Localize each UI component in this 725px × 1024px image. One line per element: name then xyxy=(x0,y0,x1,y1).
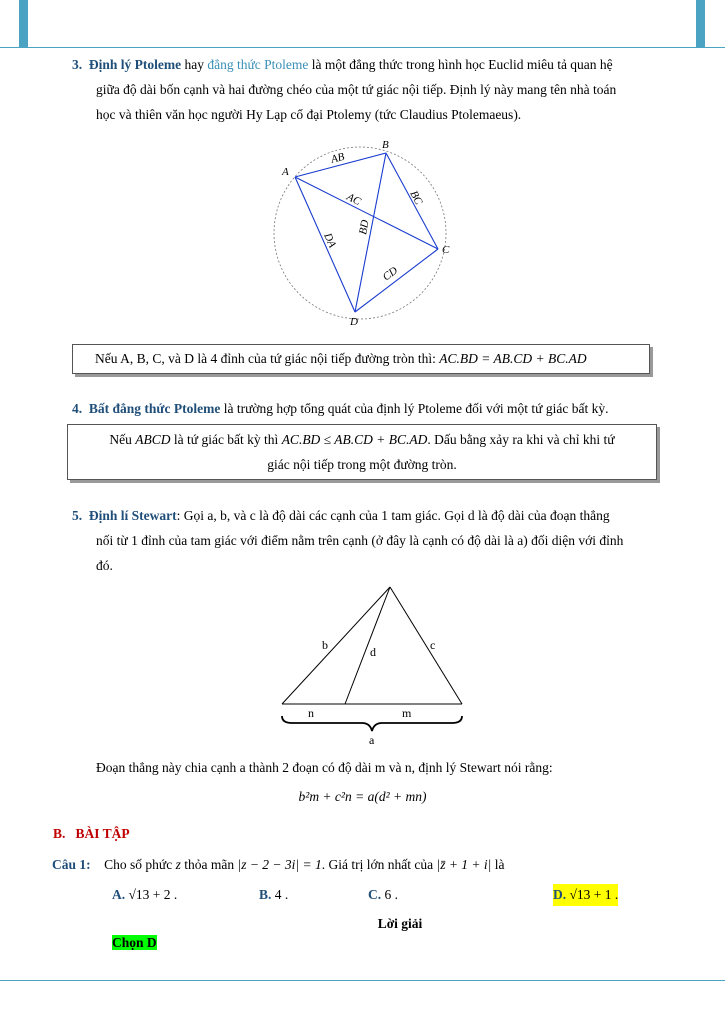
question1-cond: |z − 2 − 3i| = 1 xyxy=(237,857,322,872)
question1-t1: Cho số phức xyxy=(104,857,176,872)
box2-m1: ABCD xyxy=(135,432,171,447)
label-d: D xyxy=(350,316,358,328)
section3-text2: là một đẳng thức trong hình học Euclid miêu tả quan hệ xyxy=(308,57,613,72)
option-d-key: D. xyxy=(553,887,567,902)
ptolemy-figure xyxy=(270,135,470,335)
cevian-d xyxy=(345,587,390,704)
stewart-text: Đoạn thẳng này chia cạnh a thành 2 đoạn có độ dài m và n, định lý Stewart nói rằng: xyxy=(96,760,553,775)
label-bd: BD xyxy=(357,218,372,236)
box1-text: Nếu A, B, C, và D là 4 đỉnh của tứ giác nội tiếp đường tròn thì: xyxy=(95,351,440,366)
option-d[interactable] xyxy=(553,884,618,906)
box2-line2: giác nội tiếp trong một đường tròn. xyxy=(267,457,457,472)
label-bc: BC xyxy=(407,188,425,207)
section-b-title: BÀI TẬP xyxy=(75,826,130,841)
section4-text: là trường hợp tổng quát của định lý Ptoleme đối với một tứ giác bất kỳ. xyxy=(220,401,609,416)
option-c-value: 6 . xyxy=(384,887,398,902)
stewart-figure xyxy=(272,582,472,750)
option-b-value: 4 . xyxy=(274,887,289,902)
question1-t3: . Giá trị lớn nhất của xyxy=(321,857,437,872)
section-b-heading xyxy=(53,821,130,846)
section5-number: 5. xyxy=(72,508,83,523)
label-da: DA xyxy=(321,231,339,250)
footer-rule xyxy=(0,980,725,981)
label-cd: CD xyxy=(380,264,401,284)
left-header-bar xyxy=(19,0,28,47)
label-c: c xyxy=(430,638,436,652)
side-cd xyxy=(355,249,438,312)
section4-paragraph xyxy=(72,396,682,421)
section5-paragraph xyxy=(72,503,682,528)
section4-term: Bất đẳng thức Ptoleme xyxy=(88,401,221,416)
box2-t3: . Dấu bằng xảy ra khi và chỉ khi tứ xyxy=(427,432,615,447)
section-b-label: B. xyxy=(53,826,66,841)
section3-link[interactable]: đẳng thức Ptoleme xyxy=(207,57,309,72)
label-c: C xyxy=(442,244,450,256)
section3-number: 3. xyxy=(72,57,83,72)
box2-t1: Nếu xyxy=(109,432,136,447)
question1-t4: là xyxy=(491,857,505,872)
section3-paragraph xyxy=(72,52,672,77)
section5-text1: : Gọi a, b, và c là độ dài các cạnh của 1 tam giác. Gọi d là độ dài của đoạn thẳng xyxy=(176,508,610,523)
option-a[interactable] xyxy=(112,884,177,906)
solution-title: Lời giải xyxy=(377,916,423,931)
label-a: A xyxy=(282,166,289,178)
section5-term: Định lí Stewart xyxy=(88,508,177,523)
section5-line2: nối từ 1 đỉnh của tam giác với điểm nằm trên cạnh (ở đây là cạnh có độ dài là a) đối diện với đỉnh xyxy=(96,533,624,548)
answer-badge: Chọn D xyxy=(112,935,157,950)
label-d: d xyxy=(370,645,376,659)
box1-formula: AC.BD = AB.CD + BC.AD xyxy=(439,351,587,366)
question1-t2: thỏa mãn xyxy=(180,857,238,872)
option-b-key: B. xyxy=(259,887,272,902)
question1-expr: |z̄ + 1 + i| xyxy=(436,857,492,872)
option-a-key: A. xyxy=(112,887,126,902)
option-d-value: √13 + 1 . xyxy=(569,887,619,902)
option-c[interactable] xyxy=(368,884,398,906)
box2-m2: AC.BD ≤ AB.CD + BC.AD xyxy=(281,432,428,447)
label-b: B xyxy=(382,139,389,151)
header-rule xyxy=(0,47,725,48)
answer-line xyxy=(112,930,157,955)
side-c xyxy=(390,587,462,704)
question1-z: z xyxy=(175,857,181,872)
ptolemy-inequality-box xyxy=(67,424,657,480)
label-a: a xyxy=(369,733,375,747)
section5-line3: đó. xyxy=(96,558,113,573)
option-b[interactable] xyxy=(259,884,288,906)
label-ac: AC xyxy=(344,190,363,209)
right-header-bar xyxy=(696,0,705,47)
ptolemy-theorem-box xyxy=(72,344,650,374)
option-c-key: C. xyxy=(368,887,382,902)
label-b: b xyxy=(322,638,328,652)
question1-stem xyxy=(52,852,692,877)
label-m: m xyxy=(402,706,412,720)
section3-text1: hay xyxy=(181,57,208,72)
label-ab: AB xyxy=(329,150,346,166)
section4-number: 4. xyxy=(72,401,83,416)
option-a-value: √13 + 2 . xyxy=(128,887,178,902)
section3-term: Định lý Ptoleme xyxy=(88,57,182,72)
question1-label: Câu 1: xyxy=(52,857,91,872)
box2-t2: là tứ giác bất kỳ thì xyxy=(170,432,282,447)
label-n: n xyxy=(308,706,314,720)
diagonal-ac xyxy=(295,177,438,249)
section3-line3: học và thiên văn học người Hy Lạp cổ đại Ptolemy (tức Claudius Ptolemaeus). xyxy=(96,107,522,122)
section3-line2: giữa độ dài bốn cạnh và hai đường chéo của một tứ giác nội tiếp. Định lý này mang tên nhà toán xyxy=(96,82,617,97)
stewart-formula: b²m + c²n = a(d² + mn) xyxy=(298,789,427,804)
